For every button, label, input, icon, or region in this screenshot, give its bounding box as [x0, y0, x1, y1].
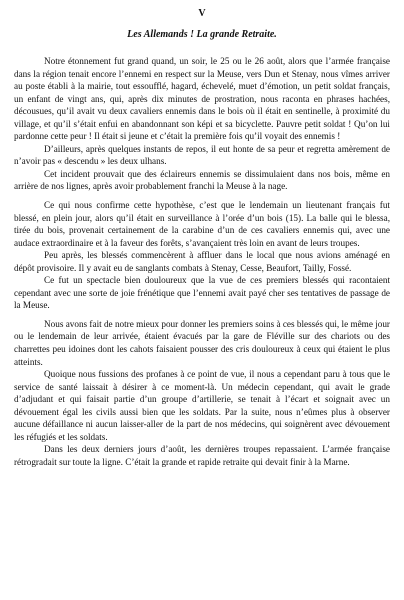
- paragraph: Quoique nous fussions des profanes à ce point de vue, il nous a cependant paru à tous que le service de santé laissait à désirer à ce moment-là. Un médecin cependant, qui avait le grade d’adjudant et qui faisait partie d’un groupe d’artillerie, se tenait à l’écart et soignait avec un dévouement égal les civils aussi bien que les soldats. Par la suite, nous n’eûmes plus à observer aucune défaillance ni aucun laisser-aller de la part de nos médecins, qui soignèrent avec dévouement les réfugiés et les soldats.: [14, 369, 390, 442]
- document-page: [14, 8, 390, 469]
- paragraph: Ce qui nous confirme cette hypothèse, c’est que le lendemain un lieutenant français fut blessé, en plein jour, alors qu’il était en surveillance à l’orée d’un bois (15). La balle qui le blessa, tirée du bois, provenait certainement de la carabine d’un de ces cavaliers ennemis qui, avec une audace extraordinaire et à la faveur des forêts, s’avançaient très loin en avant de leurs troupes.: [14, 200, 390, 248]
- paragraph: Nous avons fait de notre mieux pour donner les premiers soins à ces blessés qui, le même jour ou le lendemain de leur arrivée, étaient évacués par la gare de Fléville sur des chariots ou des charrettes peu idoines dont les cahots faisaient pousser des cris douloureux à ceux qui étaient le plus atteints.: [14, 318, 390, 367]
- paragraph: Peu après, les blessés commencèrent à affluer dans le local que nous avions aménagé en dépôt provisoire. Il y avait eu de sanglants combats à Stenay, Cesse, Beaufort, Tailly, Fossé.: [14, 250, 390, 273]
- paragraph: Notre étonnement fut grand quand, un soir, le 25 ou le 26 août, alors que l’armée française dans la région tenait encore l’ennemi en respect sur la Meuse, vers Dun et Stenay, nous vîmes arriver au poste établi à la mairie, tout essoufflé, hagard, échevelé, muet d’émotion, un petit soldat français, un enfant de vingt ans, qui, après dix minutes de prostration, nous raconta en phrases hachées, décousues, qu’il avait vu deux cavaliers ennemis dans le bois où il était en sentinelle, à proximité du village, et qu’il s’était enfui en abandonnant son képi et sa bicyclette. Pauvre petit soldat ! Qu’on lui pardonne cette peur ! Il était si jeune et c’était la première fois qu’il voyait des ennemis !: [14, 56, 390, 142]
- paragraph: D’ailleurs, après quelques instants de repos, il eut honte de sa peur et regretta amèrement de n’avoir pas « descendu » les deux ulhans.: [14, 143, 390, 167]
- chapter-title: Les Allemands ! La grande Retraite.: [127, 29, 277, 40]
- chapter-number: V: [198, 8, 206, 19]
- paragraph: Cet incident prouvait que des éclaireurs ennemis se dissimulaient dans nos bois, même en arrière de nos lignes, après avoir probablement franchi la Meuse à la nage.: [14, 168, 390, 192]
- paragraph: Dans les deux derniers jours d’août, les dernières troupes repassaient. L’armée française rétrogradait sur toute la ligne. C’était la grande et rapide retraite qui devait finir à la Marne.: [14, 444, 390, 467]
- paragraph: Ce fut un spectacle bien douloureux que la vue de ces premiers blessés qui racontaient cependant avec une sorte de joie frénétique que l’ennemi avait payé cher ses tentatives de passage de la Meuse.: [14, 275, 390, 311]
